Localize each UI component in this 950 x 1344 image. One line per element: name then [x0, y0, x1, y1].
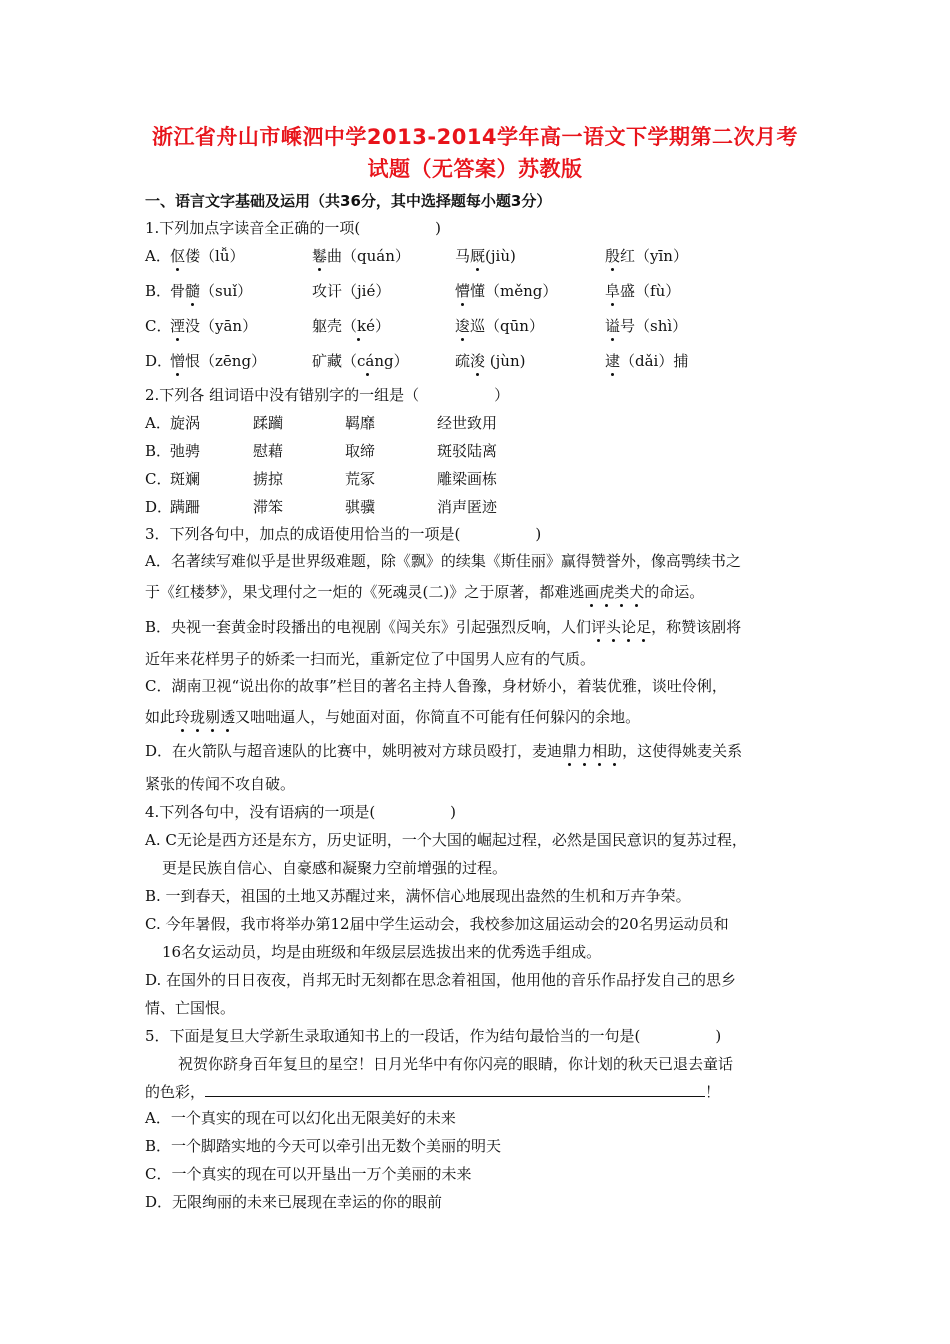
q1-b-item3: 懵懂（měng）	[455, 282, 558, 300]
q4-option-a-line1: A. C无论是西方还是东方，历史证明，一个大国的崛起过程，必然是国民意识的复苏过程，	[145, 831, 747, 849]
q4-option-c-line2: 16名女运动员，均是由班级和年级层层选拔出来的优秀选手组成。	[162, 943, 602, 961]
q1-b-item2: 攻讦（jié）	[312, 282, 391, 300]
q5-option-b: B．一个脚踏实地的今天可以牵引出无数个美丽的明天	[145, 1137, 502, 1155]
q1-b-item4: 阜盛（fù）	[605, 282, 681, 300]
section-heading: 一、语言文字基础及运用（共36分，其中选择题每小题3分）	[145, 192, 552, 210]
q1-a-item2: 鬈曲（quán）	[312, 247, 410, 265]
q4-option-a-line2: 更是民族自信心、自豪感和凝聚力空前增强的过程。	[162, 859, 508, 877]
q1-c-item3: 逡巡（qūn）	[455, 317, 544, 335]
q1-b-item1: 骨髓（suǐ）	[170, 282, 253, 300]
q1-c-label: C．	[145, 317, 172, 335]
q1-a-item4: 殷红（yīn）	[605, 247, 688, 265]
q1-d-item2: 矿藏（cáng）	[312, 352, 409, 370]
q2-b-word2: 慰藉	[253, 442, 284, 460]
q3-stem: 3．下列各句中，加点的成语使用恰当的一项是( )	[145, 525, 542, 543]
q1-a-label: A．	[145, 247, 171, 265]
q2-c-word2: 掳掠	[253, 470, 284, 488]
q2-d-word2: 滞笨	[253, 498, 284, 516]
q5-answer-blank	[205, 1082, 705, 1097]
q4-stem: 4.下列各句中，没有语病的一项是( )	[145, 803, 457, 821]
q2-b-label: B．	[145, 442, 172, 460]
q3-d-idiom: 鼎力相助	[562, 742, 623, 760]
q1-d-item1: 憎恨（zēng）	[170, 352, 267, 370]
q2-b-word1: 弛骋	[170, 442, 201, 460]
q2-b-word3: 取缔	[345, 442, 376, 460]
q1-b-label: B．	[145, 282, 172, 300]
q5-option-d: D．无限绚丽的未来已展现在幸运的你的眼前	[145, 1193, 443, 1211]
q4-option-d-line2: 情、亡国恨。	[145, 999, 236, 1017]
q2-c-word1: 斑斓	[170, 470, 201, 488]
q3-option-a-line1: A．名著续写难似乎是世界级难题，除《飘》的续集《斯佳丽》赢得赞誉外，像高鹗续书之	[145, 552, 741, 570]
q1-c-item1: 湮没（yān）	[170, 317, 258, 335]
q5-option-c: C．一个真实的现在可以开垦出一万个美丽的未来	[145, 1165, 472, 1183]
q1-c-item2: 躯壳（ké）	[312, 317, 390, 335]
q3-b-idiom: 评头论足	[591, 618, 652, 636]
q1-d-item3: 疏浚 (jùn)	[455, 352, 526, 370]
q5-stem: 5．下面是复旦大学新生录取通知书上的一段话，作为结句最恰当的一句是( )	[145, 1027, 722, 1045]
q2-d-word4: 消声匿迹	[437, 498, 498, 516]
q5-passage-line2: 的色彩， ！	[145, 1083, 721, 1101]
q2-c-word4: 雕梁画栋	[437, 470, 498, 488]
q3-c-idiom: 玲珑剔透	[175, 708, 236, 726]
q4-option-c-line1: C. 今年暑假，我市将举办第12届中学生运动会，我校参加这届运动会的20名男运动员和	[145, 915, 729, 933]
q1-a-item3: 马厩(jiù)	[455, 247, 516, 265]
q3-a-idiom: 画虎类犬	[584, 583, 645, 601]
q3-option-d-line1: D．在火箭队与超音速队的比赛中，姚明被对方球员殴打，麦迪鼎力相助，这使得姚麦关系	[145, 742, 743, 760]
q3-option-c-line2: 如此玲珑剔透又咄咄逼人，与她面对面，你简直不可能有任何躲闪的余地。	[145, 708, 641, 726]
q2-d-word1: 蹒跚	[170, 498, 201, 516]
q2-d-word3: 骐骥	[345, 498, 376, 516]
q2-a-word3: 羁靡	[345, 414, 376, 432]
q3-option-c-line1: C．湖南卫视“说出你的故事”栏目的著名主持人鲁豫，身材娇小，着装优雅，谈吐伶俐，	[145, 677, 727, 695]
q2-a-label: A．	[145, 414, 171, 432]
q2-stem: 2.下列各 组词语中没有错别字的一组是（ ）	[145, 386, 510, 404]
q5-option-a: A．一个真实的现在可以幻化出无限美好的未来	[145, 1109, 456, 1127]
q2-d-label: D．	[145, 498, 173, 516]
q1-a-item1: 伛偻（lǚ）	[170, 247, 245, 265]
q5-passage-line1: 祝贺你跻身百年复旦的星空！日月光华中有你闪亮的眼睛，你计划的秋天已退去童话	[178, 1055, 734, 1073]
q1-d-label: D．	[145, 352, 173, 370]
q1-c-item4: 谥号（shì）	[605, 317, 688, 335]
q3-option-d-line2: 紧张的传闻不攻自破。	[145, 775, 296, 793]
q1-stem: 1.下列加点字读音全正确的一项( )	[145, 219, 442, 237]
q4-option-b: B. 一到春天，祖国的土地又苏醒过来，满怀信心地展现出盎然的生机和万卉争荣。	[145, 887, 691, 905]
q2-b-word4: 斑驳陆离	[437, 442, 498, 460]
q3-option-b-line1: B．央视一套黄金时段播出的电视剧《闯关东》引起强烈反响，人们评头论足，称赞该剧将	[145, 618, 742, 636]
q3-option-a-line2: 于《红楼梦》，果戈理付之一炬的《死魂灵(二)》之于原著，都难逃画虎类犬的命运。	[145, 583, 705, 601]
q1-d-item4: 逮（dǎi）捕	[605, 352, 689, 370]
document-title-line2: 试题（无答案）苏教版	[367, 157, 583, 181]
q2-a-word2: 蹂躏	[253, 414, 284, 432]
q4-option-d-line1: D. 在国外的日日夜夜，肖邦无时无刻都在思念着祖国，他用他的音乐作品抒发自己的思乡	[145, 971, 737, 989]
document-title-line1: 浙江省舟山市嵊泗中学2013-2014学年高一语文下学期第二次月考	[151, 125, 799, 149]
q2-c-label: C．	[145, 470, 172, 488]
q2-c-word3: 荒冢	[345, 470, 376, 488]
q2-a-word1: 旋涡	[170, 414, 201, 432]
q2-a-word4: 经世致用	[437, 414, 498, 432]
q3-option-b-line2: 近年来花样男子的娇柔一扫而光，重新定位了中国男人应有的气质。	[145, 650, 596, 668]
